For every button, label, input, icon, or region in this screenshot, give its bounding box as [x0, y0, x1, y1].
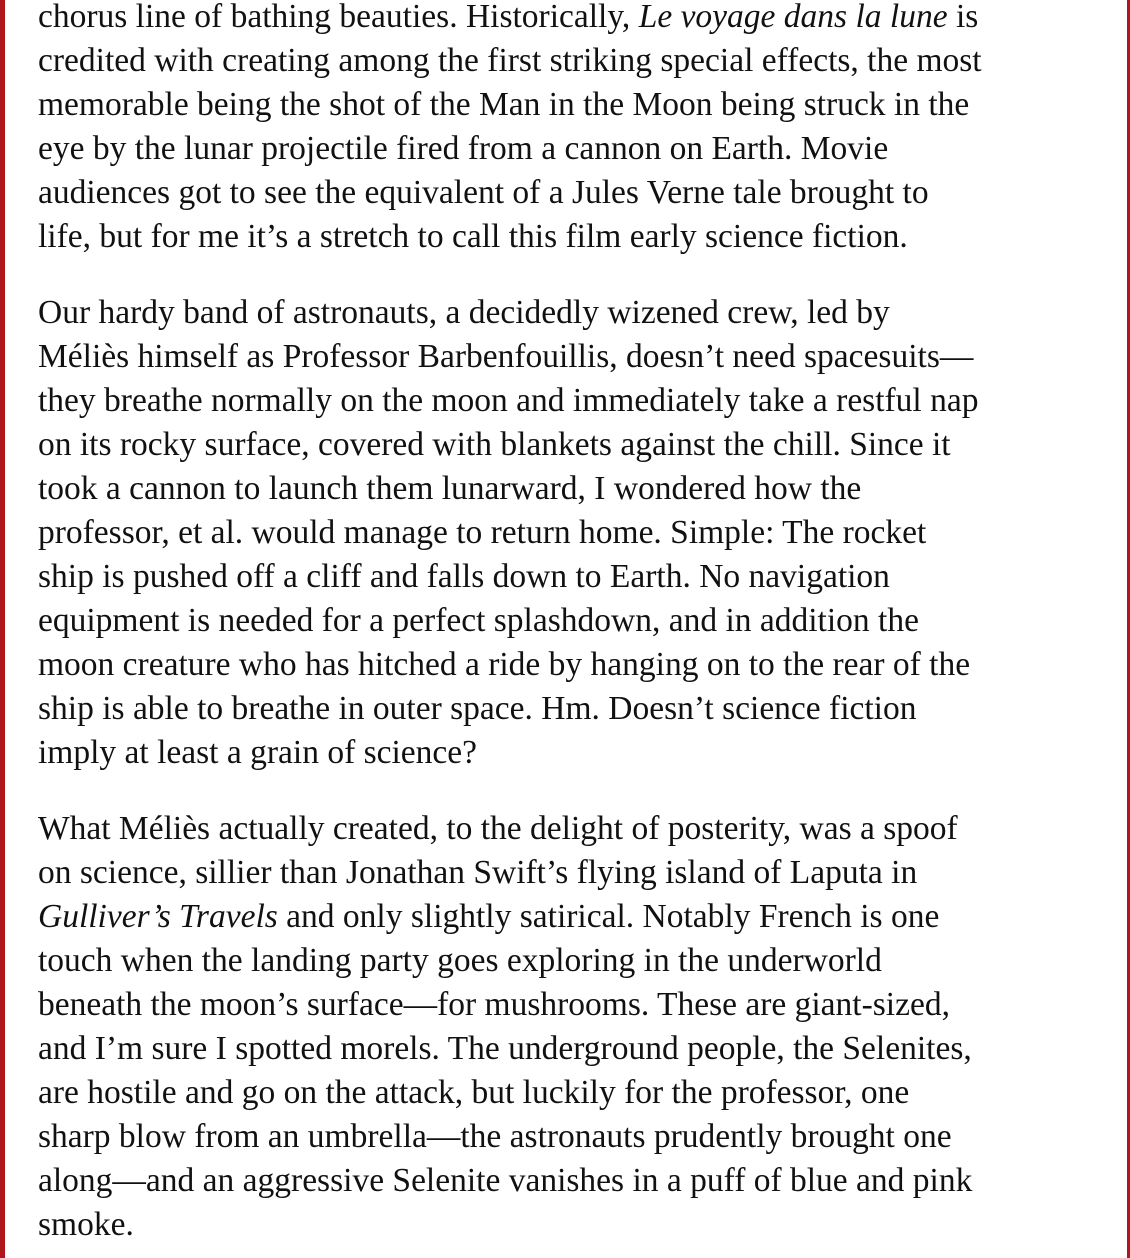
paragraph-line: sharp blow from an umbrella—the astronauts prudently brought one	[38, 1118, 952, 1155]
paragraph-line: life, but for me it’s a stretch to call this film early science fiction.	[38, 218, 908, 255]
paragraph-line: Our hardy band of astronauts, a decidedly wizened crew, led by	[38, 294, 890, 331]
paragraph-line: and I’m sure I spotted morels. The underground people, the Selenites,	[38, 1030, 972, 1067]
paragraph-line: Méliès himself as Professor Barbenfouillis, doesn’t need spacesuits—	[38, 338, 974, 375]
paragraph-line: chorus line of bathing beauties. Historically, Le voyage dans la lune is	[38, 0, 979, 35]
paragraph-line: credited with creating among the first striking special effects, the most	[38, 42, 982, 79]
paragraph-line: on science, sillier than Jonathan Swift’s flying island of Laputa in	[38, 854, 918, 891]
paragraph-line: along—and an aggressive Selenite vanishes in a puff of blue and pink	[38, 1162, 973, 1199]
paragraph-line: ship is able to breathe in outer space. Hm. Doesn’t science fiction	[38, 690, 917, 727]
paragraph-2	[38, 291, 1108, 775]
paragraph-line: touch when the landing party goes exploring in the underworld	[38, 942, 882, 979]
paragraph-line: imply at least a grain of science?	[38, 734, 478, 771]
paragraph-line: eye by the lunar projectile fired from a cannon on Earth. Movie	[38, 130, 889, 167]
paragraph-line: they breathe normally on the moon and immediately take a restful nap	[38, 382, 979, 419]
paragraph-3	[38, 807, 1108, 1247]
paragraph-line: What Méliès actually created, to the delight of posterity, was a spoof	[38, 810, 958, 847]
left-border-rule	[0, 0, 5, 1258]
paragraph-line: audiences got to see the equivalent of a Jules Verne tale brought to	[38, 174, 929, 211]
paragraph-line: took a cannon to launch them lunarward, I wondered how the	[38, 470, 862, 507]
paragraph-line: equipment is needed for a perfect splashdown, and in addition the	[38, 602, 919, 639]
article-body	[38, 0, 1108, 1258]
film-title-italic: Le voyage dans la lune	[638, 0, 948, 35]
paragraph-1	[38, 0, 1108, 259]
paragraph-line: memorable being the shot of the Man in the Moon being struck in the	[38, 86, 970, 123]
paragraph-line: are hostile and go on the attack, but luckily for the professor, one	[38, 1074, 910, 1111]
paragraph-line: smoke.	[38, 1206, 134, 1243]
paragraph-line: moon creature who has hitched a ride by hanging on to the rear of the	[38, 646, 971, 683]
paragraph-line: professor, et al. would manage to return home. Simple: The rocket	[38, 514, 927, 551]
paragraph-line: Gulliver’s Travels and only slightly satirical. Notably French is one	[38, 898, 940, 935]
paragraph-line: on its rocky surface, covered with blankets against the chill. Since it	[38, 426, 951, 463]
paragraph-line: ship is pushed off a cliff and falls down to Earth. No navigation	[38, 558, 890, 595]
paragraph-line: beneath the moon’s surface—for mushrooms. These are giant-sized,	[38, 986, 950, 1023]
book-title-italic: Gulliver’s Travels	[38, 898, 278, 935]
